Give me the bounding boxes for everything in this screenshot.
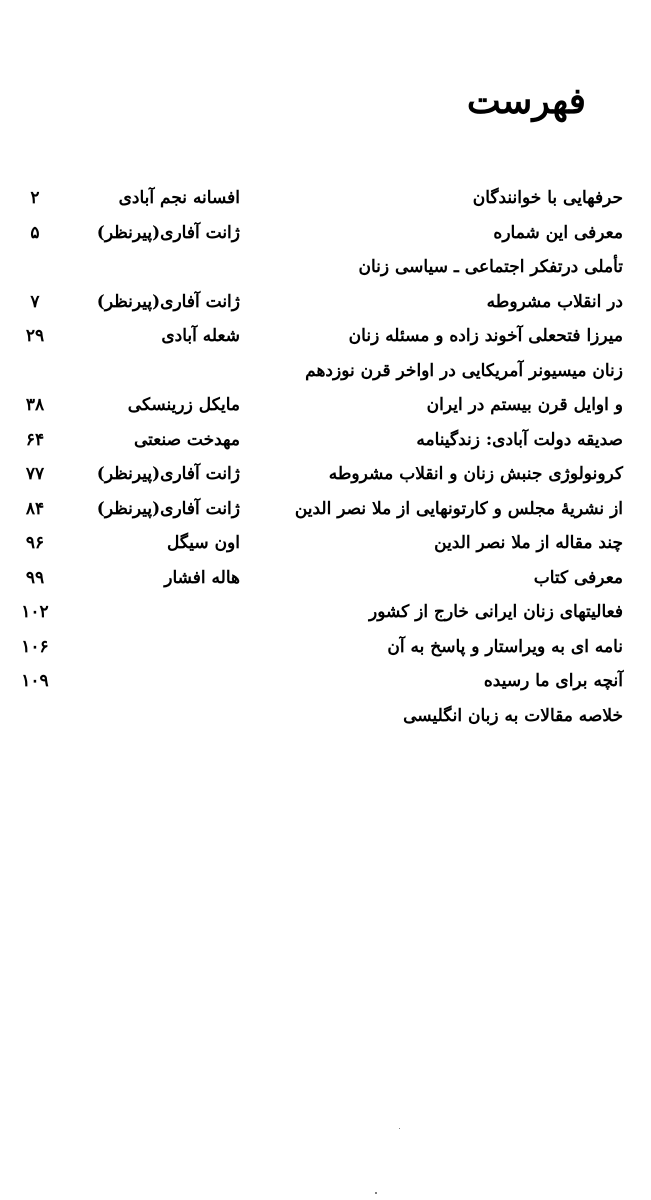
toc-entry-page: ۸۴ xyxy=(25,498,45,519)
table-of-contents xyxy=(0,181,651,733)
toc-entry-author: مهدخت صنعتی xyxy=(133,429,240,450)
page-title: فهرست xyxy=(466,80,586,122)
toc-entry xyxy=(0,216,651,251)
toc-entry-author: شعله آبادی xyxy=(161,326,240,346)
toc-entry-author: ژانت آفاری(پیرنظر) xyxy=(96,291,240,312)
toc-entry-author: ژانت آفاری(پیرنظر) xyxy=(96,222,240,243)
toc-entry xyxy=(0,457,651,492)
toc-entry-title: و اوایل قرن بیستم در ایران xyxy=(426,395,623,415)
toc-entry-page: ۹۹ xyxy=(25,567,45,588)
toc-entry xyxy=(0,388,651,423)
toc-entry-page: ۷ xyxy=(30,291,40,312)
toc-entry-page: ۵ xyxy=(30,222,40,243)
toc-entry-title: نامه ای به ویراستار و پاسخ به آن xyxy=(387,636,623,657)
toc-entry-title: معرفی این شماره xyxy=(493,222,623,243)
toc-entry-page: ۹۶ xyxy=(25,533,45,553)
toc-entry-title: میرزا فتحعلی آخوند زاده و مسئله زنان xyxy=(348,326,623,346)
toc-entry-page: ۷۷ xyxy=(25,464,45,484)
toc-entry-author: افسانه نجم آبادی xyxy=(118,188,240,208)
toc-entry xyxy=(0,526,651,561)
toc-entry-page: ۱۰۹ xyxy=(21,671,49,691)
toc-entry-page: ۲ xyxy=(30,188,40,208)
toc-entry-author: مایکل زرینسکی xyxy=(127,395,240,415)
toc-entry-author: ژانت آفاری(پیرنظر) xyxy=(96,498,240,519)
toc-entry-page: ۱۰۲ xyxy=(21,602,49,622)
toc-entry-author: هاله افشار xyxy=(164,567,240,588)
toc-entry-title: معرفی کتاب xyxy=(533,567,623,588)
toc-entry xyxy=(0,630,651,665)
toc-entry-title: چند مقاله از ملا نصر الدین xyxy=(434,533,623,553)
toc-entry-page: ۳۸ xyxy=(25,395,45,415)
scan-speck xyxy=(399,1128,400,1129)
toc-entry xyxy=(0,699,651,734)
toc-entry-title: از نشریهٔ مجلس و کارتونهایی از ملا نصر الدین xyxy=(294,498,623,519)
toc-entry xyxy=(0,492,651,527)
toc-entry-title: کرونولوژی جنبش زنان و انقلاب مشروطه xyxy=(328,464,623,484)
toc-entry xyxy=(0,354,651,389)
toc-entry xyxy=(0,181,651,216)
toc-entry-page: ۶۴ xyxy=(25,429,45,450)
toc-entry xyxy=(0,664,651,699)
toc-entry xyxy=(0,250,651,285)
toc-entry xyxy=(0,423,651,458)
toc-entry-author: ژانت آفاری(پیرنظر) xyxy=(96,464,240,484)
toc-entry-author: اون سیگل xyxy=(167,533,240,553)
toc-entry-title: خلاصه مقالات به زبان انگلیسی xyxy=(403,705,623,726)
toc-entry-title: صدیقه دولت آبادی: زندگینامه xyxy=(416,429,623,450)
toc-entry-title: تأملی درتفکر اجتماعی ـ سیاسی زنان xyxy=(358,257,623,277)
toc-entry-title: در انقلاب مشروطه xyxy=(486,291,623,312)
toc-entry-title: آنچه برای ما رسیده xyxy=(483,671,623,691)
toc-entry xyxy=(0,561,651,596)
toc-entry-title: زنان میسیونر آمریکایی در اواخر قرن نوزدهم xyxy=(305,360,623,381)
scan-speck xyxy=(375,1192,377,1194)
toc-entry xyxy=(0,595,651,630)
toc-entry xyxy=(0,319,651,354)
toc-entry-title: حرفهایی با خوانندگان xyxy=(472,188,623,208)
toc-entry-title: فعالیتهای زنان ایرانی خارج از کشور xyxy=(369,602,623,622)
toc-entry-page: ۱۰۶ xyxy=(21,636,49,657)
toc-entry xyxy=(0,285,651,320)
toc-entry-page: ۲۹ xyxy=(25,326,45,346)
